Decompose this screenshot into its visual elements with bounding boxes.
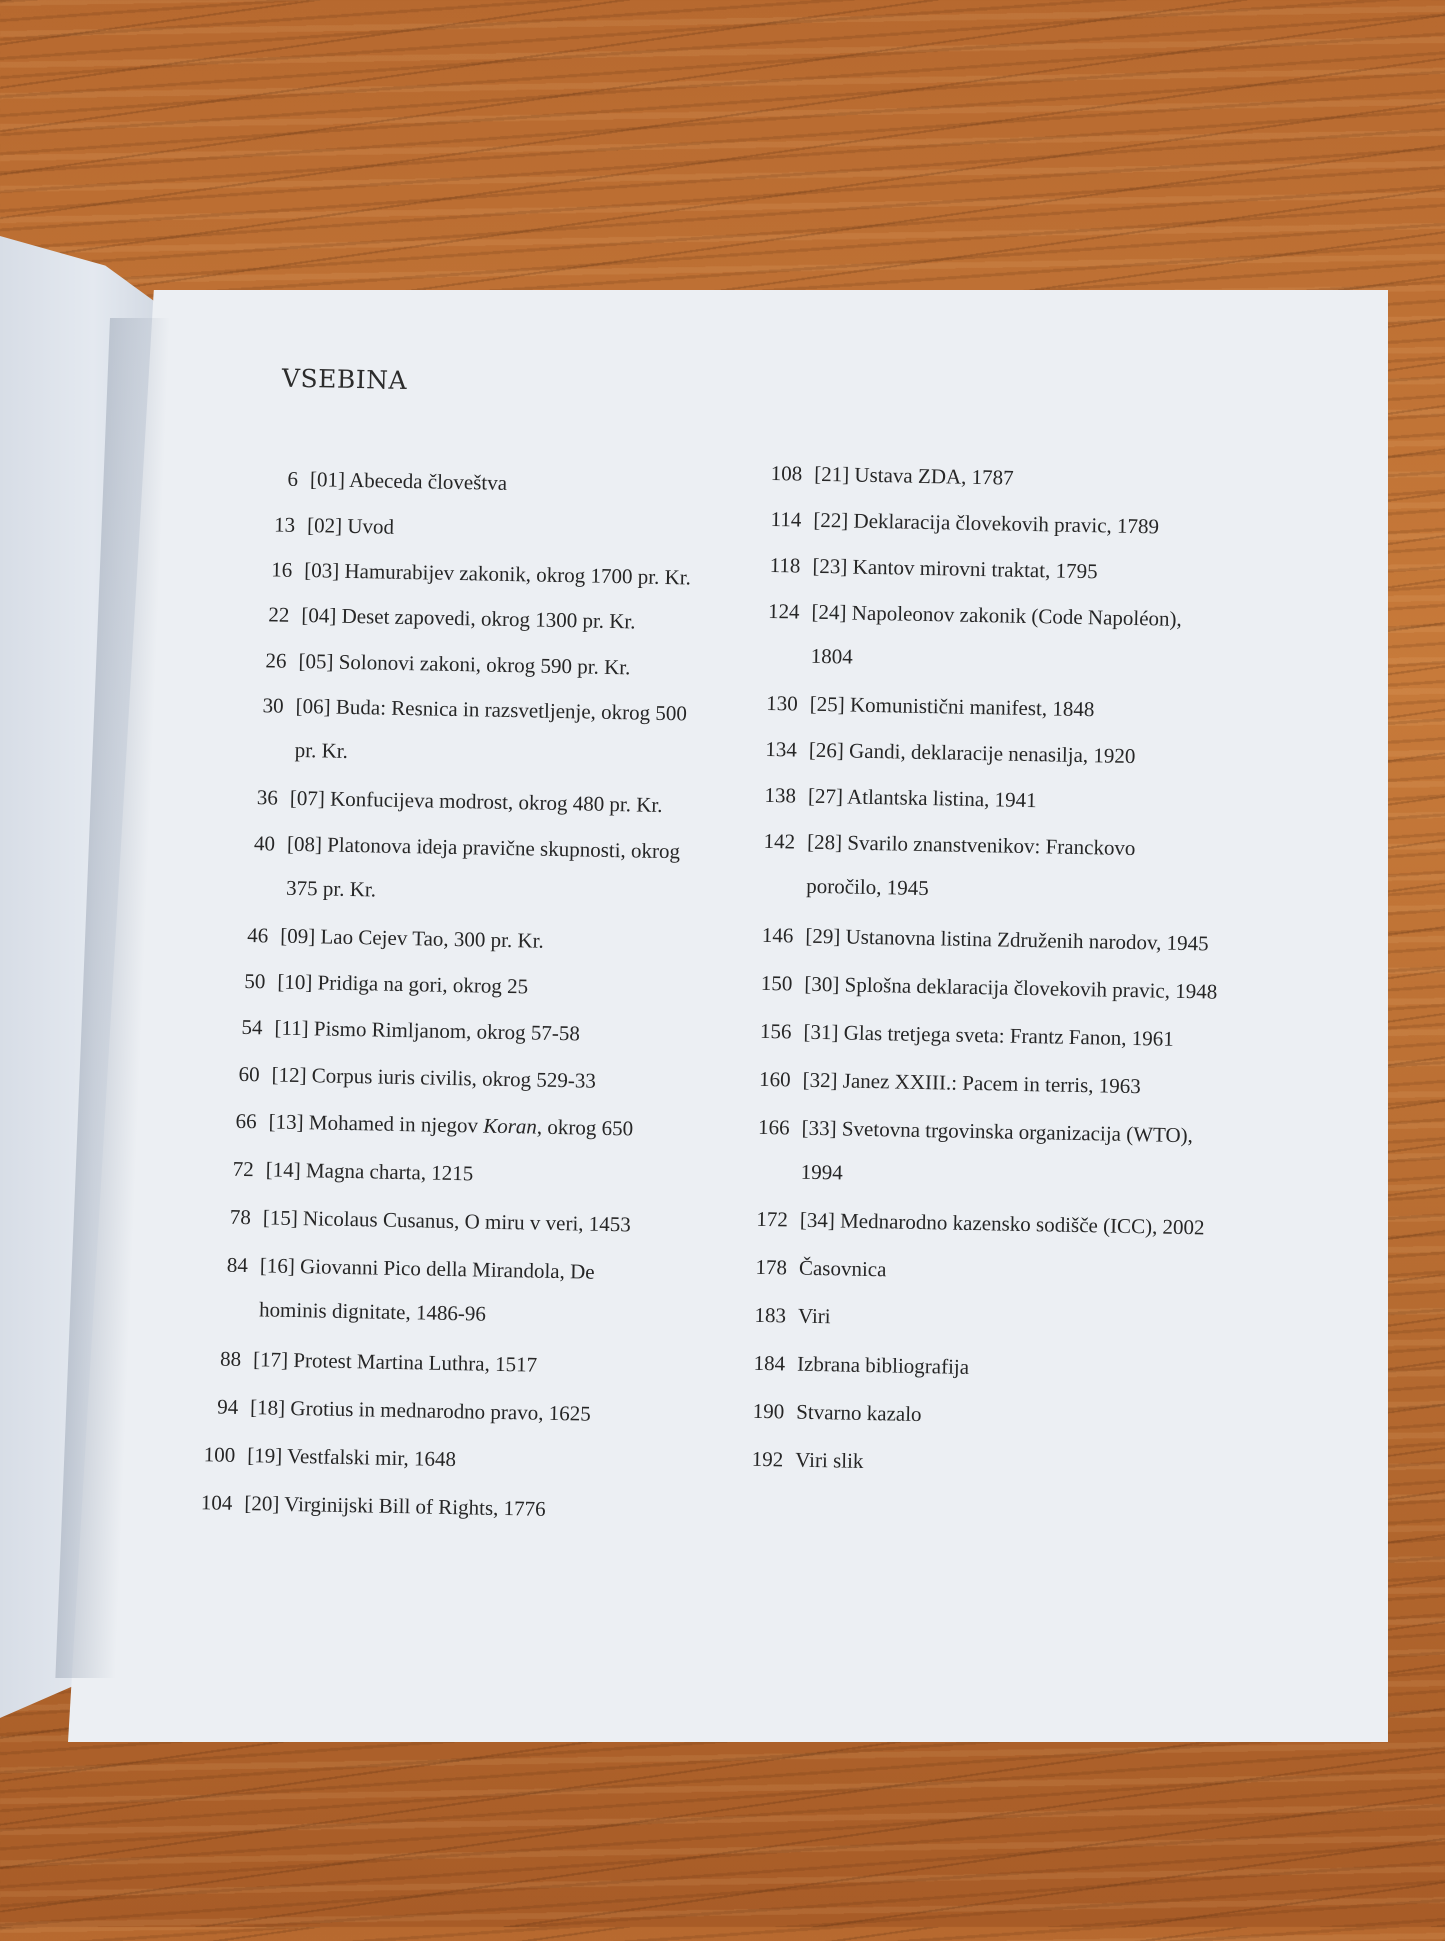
toc-entry-title: [02] Uvod	[306, 513, 395, 539]
toc-entry	[742, 1303, 831, 1330]
toc-page-number: 130	[766, 690, 799, 716]
toc-entry-title: Časovnica	[798, 1255, 887, 1282]
toc-entry	[248, 648, 630, 680]
toc-page-number: 60	[238, 1061, 260, 1087]
toc-entry-title: [16] Giovanni Pico della Mirandola, De	[259, 1253, 595, 1284]
toc-entry-title: [30] Splošna deklaracija človekovih pravic, 1948	[804, 971, 1218, 1004]
toc-entry	[741, 1351, 969, 1380]
toc-entry	[754, 691, 1095, 723]
toc-page-number: 13	[273, 512, 296, 537]
toc-page-number: 94	[216, 1394, 239, 1419]
toc-page-number: 88	[219, 1346, 242, 1371]
toc-entry-title: [31] Glas tretjega sveta: Frantz Fanon, 1961	[803, 1019, 1174, 1051]
toc-entry	[213, 1204, 631, 1237]
toc-entry	[743, 1255, 887, 1283]
toc-page-number: 114	[770, 506, 802, 532]
toc-entry	[260, 466, 508, 496]
toc-entry-title: [29] Ustanovna listina Združenih narodov, 1945	[805, 923, 1209, 956]
toc-entry	[755, 598, 1183, 669]
toc-page-number: 50	[244, 968, 266, 994]
toc-page-number: 104	[200, 1490, 233, 1515]
toc-entry-title: [10] Pridiga na gori, okrog 25	[277, 969, 529, 999]
toc-page-number: 190	[752, 1398, 785, 1424]
toc-entry-title: [06] Buda: Resnica in razsvetljenje, okrog 500	[295, 693, 688, 726]
toc-entry-title: [32] Janez XXIII.: Pacem in terris, 1963	[802, 1067, 1141, 1099]
toc-entry-title: [20] Virginijski Bill of Rights, 1776	[244, 1491, 546, 1521]
toc-entry	[753, 737, 1136, 769]
toc-entry-continuation: pr. Kr.	[294, 737, 349, 763]
toc-entry-title: [07] Konfucijeva modrost, okrog 480 pr. Kr.	[289, 785, 663, 817]
toc-entry-title: [34] Mednarodno kazensko sodišče (ICC), 2002	[799, 1207, 1205, 1240]
toc-entry-title: [33] Svetovna trgovinska organizacija (WTO),	[801, 1115, 1194, 1148]
toc-page-number: 142	[763, 828, 796, 854]
toc-page-number: 22	[268, 602, 290, 627]
toc-entry-title: [25] Komunistični manifest, 1848	[809, 691, 1095, 722]
toc-entry	[245, 693, 688, 763]
toc-entry	[757, 507, 1159, 540]
toc-entry-title: Viri	[797, 1303, 831, 1329]
toc-entry-title: [08] Platonova ideja pravične skupnosti, okrog	[286, 831, 681, 864]
toc-entry	[740, 1399, 922, 1427]
toc-page-number: 16	[271, 557, 293, 582]
toc-page-number: 72	[232, 1156, 254, 1182]
toc-page-number: 66	[235, 1108, 257, 1134]
toc-page-number: 124	[767, 598, 800, 624]
toc-page-number: 108	[770, 460, 803, 486]
toc-entry-continuation: 375 pr. Kr.	[285, 875, 377, 902]
toc-entry-title: [22] Deklaracija človekovih pravic, 1789	[813, 507, 1160, 539]
toc-entry	[227, 969, 528, 1000]
toc-entry-title: [03] Hamurabijev zakonik, okrog 1700 pr. Kr.	[304, 558, 692, 590]
toc-entry-title: [05] Solonovi zakoni, okrog 590 pr. Kr.	[298, 648, 631, 680]
toc-page-number: 84	[226, 1252, 249, 1278]
toc-entry-title: [18] Grotius in mednarodno pravo, 1625	[249, 1395, 591, 1426]
toc-entry	[210, 1252, 595, 1326]
toc-entry	[224, 1015, 580, 1047]
toc-entry	[756, 553, 1098, 585]
toc-page-number: 184	[753, 1350, 786, 1376]
toc-entry-title: [27] Atlantska listina, 1941	[807, 783, 1037, 813]
toc-entry	[758, 461, 1014, 491]
toc-entry	[197, 1442, 456, 1472]
toc-entry	[194, 1490, 546, 1522]
toc-page-number: 146	[761, 922, 794, 948]
toc-entry	[254, 557, 691, 590]
toc-page-number: 26	[265, 648, 287, 673]
toc-entry	[749, 923, 1209, 957]
toc-page-number: 156	[759, 1018, 792, 1044]
toc-entry-continuation: 1804	[810, 643, 853, 669]
toc-page-number: 134	[765, 736, 798, 762]
toc-entry	[752, 783, 1037, 813]
toc-page-number: 166	[757, 1114, 790, 1140]
toc-entry	[200, 1394, 591, 1426]
toc-entry-title: [23] Kantov mirovni traktat, 1795	[812, 553, 1098, 584]
toc-page-number: 178	[755, 1254, 788, 1280]
toc-page-number: 78	[229, 1204, 252, 1230]
toc-page-number: 160	[758, 1066, 791, 1092]
toc-entry	[739, 1447, 864, 1474]
toc-page-number: 172	[756, 1206, 789, 1232]
toc-entry-title: Viri slik	[795, 1447, 864, 1473]
toc-entry-title: [21] Ustava ZDA, 1787	[813, 461, 1014, 490]
toc-page-number: 46	[247, 923, 269, 948]
toc-entry-continuation: 1994	[800, 1159, 844, 1185]
toc-entry	[218, 1109, 633, 1142]
toc-entry	[221, 1062, 596, 1094]
toc-entry	[257, 512, 394, 540]
toc-page-number: 100	[203, 1442, 236, 1467]
toc-page-number: 6	[287, 466, 299, 491]
toc-entry	[237, 831, 681, 902]
toc-entry	[203, 1346, 537, 1377]
toc-entry-title: [19] Vestfalski mir, 1648	[247, 1443, 457, 1472]
toc-page-number: 192	[751, 1446, 784, 1472]
toc-page-number: 138	[764, 782, 797, 808]
toc-entry	[216, 1156, 474, 1186]
toc-entry-title: [28] Svarilo znanstvenikov: Franckovo	[806, 829, 1136, 861]
toc-page-number: 40	[253, 831, 276, 856]
toc-page-number: 30	[262, 693, 284, 718]
toc-entry-title: Stvarno kazalo	[795, 1399, 922, 1427]
toc-entry	[744, 1207, 1205, 1241]
toc-entry-title: [26] Gandi, deklaracije nenasilja, 1920	[808, 737, 1136, 769]
toc-entry-title: [17] Protest Martina Luthra, 1517	[252, 1347, 538, 1377]
toc-entry-title: [12] Corpus iuris civilis, okrog 529-33	[271, 1062, 597, 1093]
toc-page-number: 54	[241, 1014, 263, 1040]
toc-entry	[746, 1067, 1141, 1100]
toc-entry-title: [11] Pismo Rimljanom, okrog 57-58	[274, 1015, 581, 1046]
toc-page-number: 150	[760, 970, 793, 996]
toc-entry-title: [01] Abeceda človeštva	[309, 467, 508, 495]
toc-entry-title: [15] Nicolaus Cusanus, O miru v veri, 1453	[262, 1205, 632, 1237]
toc-entry	[747, 1019, 1174, 1052]
toc-entry-title: Izbrana bibliografija	[796, 1351, 970, 1379]
toc-page-number: 36	[256, 785, 279, 810]
toc-entry	[251, 602, 636, 634]
toc-entry	[748, 971, 1217, 1005]
toc-entry-title: [13] Mohamed in njegov Koran, okrog 650	[268, 1109, 634, 1141]
toc-entry-title: [24] Napoleonov zakonik (Code Napoléon),	[811, 599, 1183, 631]
toc-entry	[240, 785, 663, 818]
toc-entry-title: [04] Deset zapovedi, okrog 1300 pr. Kr.	[301, 603, 636, 634]
page-title: VSEBINA	[281, 363, 408, 395]
toc-page-number: 118	[769, 552, 801, 578]
toc-entry	[745, 1114, 1194, 1185]
toc-entry-continuation: hominis dignitate, 1486-96	[258, 1297, 487, 1326]
toc-entry-continuation: poročilo, 1945	[806, 873, 929, 901]
toc-entry-title: [09] Lao Cejev Tao, 300 pr. Kr.	[280, 923, 544, 953]
toc-entry	[751, 828, 1136, 901]
toc-entry-title: [14] Magna charta, 1215	[265, 1157, 474, 1186]
toc-page-number: 183	[754, 1302, 787, 1328]
toc-entry	[230, 923, 544, 954]
